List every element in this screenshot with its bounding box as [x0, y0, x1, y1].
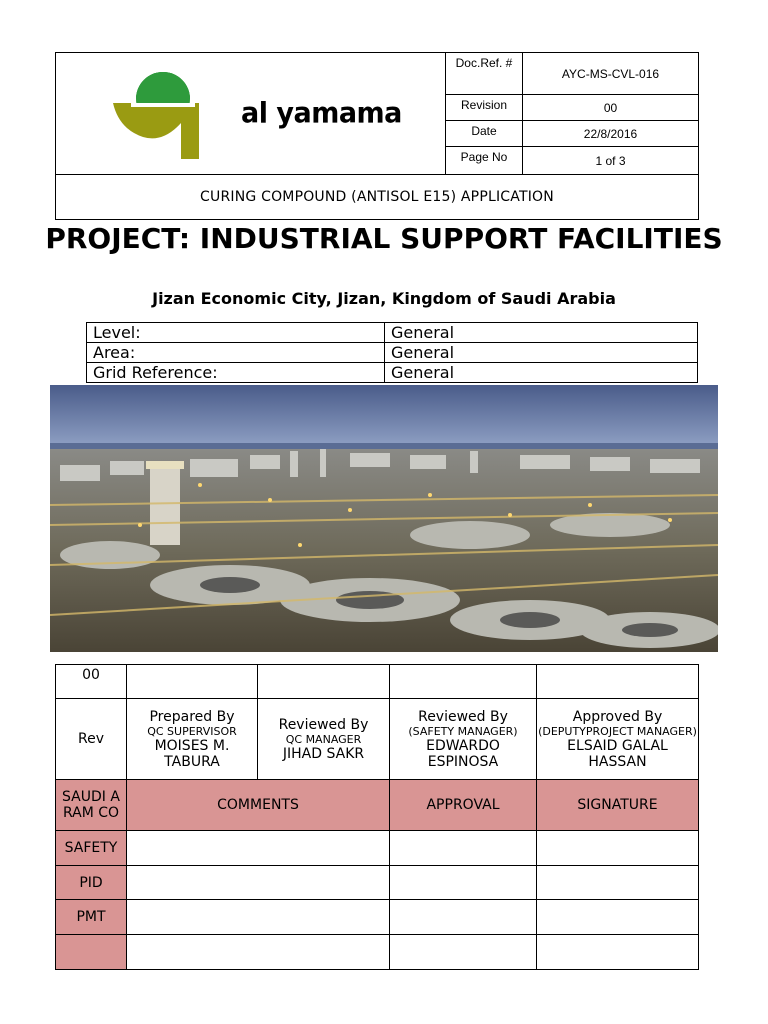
- approval-cell: [390, 900, 537, 935]
- rev-label: Rev: [56, 699, 127, 780]
- reviewed-by-safety-role: (SAFETY MANAGER): [408, 724, 518, 738]
- comments-cell: [127, 831, 390, 866]
- industrial-facility-photo: [50, 385, 718, 652]
- table-row: [87, 363, 698, 383]
- al-yamama-logo-icon: [113, 71, 217, 161]
- area-label: Area:: [87, 343, 385, 363]
- approval-table: [55, 664, 699, 970]
- approval-cell: [390, 866, 537, 900]
- rev-number: 00: [56, 665, 127, 699]
- table-row: [87, 343, 698, 363]
- approved-by-heading: Approved By: [572, 708, 663, 725]
- level-label: Level:: [87, 323, 385, 343]
- page-label: Page No: [446, 147, 523, 175]
- signature-cell: [537, 935, 699, 970]
- document-header: [55, 52, 699, 220]
- pmt-row-label: PMT: [56, 900, 127, 935]
- approval-header: APPROVAL: [390, 780, 537, 831]
- approved-by-role: (DEPUTYPROJECT MANAGER): [538, 724, 697, 738]
- approved-by-name: ELSAID GALAL HASSAN: [567, 737, 668, 770]
- reviewed-by-qc-role: QC MANAGER: [285, 732, 362, 746]
- prepared-by-name: MOISES M. TABURA: [154, 737, 230, 770]
- reviewed-by-qc-heading: Reviewed By: [278, 716, 369, 733]
- comments-cell: [127, 935, 390, 970]
- signature-cell: [537, 831, 699, 866]
- comments-header: COMMENTS: [127, 780, 390, 831]
- saudi-aramco-header: SAUDI ARAM CO: [56, 780, 127, 831]
- company-logo-text: al yamama: [241, 97, 402, 130]
- logo-cell: [56, 53, 446, 175]
- safety-row-label: SAFETY: [56, 831, 127, 866]
- project-location: Jizan Economic City, Jizan, Kingdom of Saudi Arabia: [152, 289, 616, 308]
- doc-ref-label: Doc.Ref. #: [446, 53, 523, 95]
- page-value: 1 of 3: [523, 147, 699, 175]
- approved-by-cell: [537, 699, 699, 780]
- reviewed-by-qc-cell: [258, 699, 390, 780]
- document-title: CURING COMPOUND (ANTISOL E15) APPLICATION: [56, 175, 699, 220]
- grid-reference-label: Grid Reference:: [87, 363, 385, 383]
- reviewed-by-safety-heading: Reviewed By: [418, 708, 508, 725]
- reviewed-by-safety-name: EDWARDO ESPINOSA: [426, 737, 500, 770]
- area-value: General: [385, 343, 698, 363]
- prepared-by-cell: [127, 699, 258, 780]
- grid-reference-value: General: [385, 363, 698, 383]
- blank-row-label: [56, 935, 127, 970]
- location-table: [86, 322, 698, 383]
- comments-cell: [127, 900, 390, 935]
- reviewed-by-safety-cell: [390, 699, 537, 780]
- prepared-by-heading: Prepared By: [149, 708, 235, 725]
- prepared-by-role: QC SUPERVISOR: [147, 724, 237, 738]
- comments-cell: [127, 866, 390, 900]
- date-label: Date: [446, 121, 523, 147]
- level-value: General: [385, 323, 698, 343]
- approval-cell: [390, 935, 537, 970]
- signature-cell: [537, 900, 699, 935]
- approval-cell: [390, 831, 537, 866]
- revision-value: 00: [523, 95, 699, 121]
- project-title: PROJECT: INDUSTRIAL SUPPORT FACILITIES: [45, 222, 723, 255]
- signature-cell: [537, 866, 699, 900]
- table-row: [87, 323, 698, 343]
- doc-ref-value: AYC-MS-CVL-016: [523, 53, 699, 95]
- pid-row-label: PID: [56, 866, 127, 900]
- reviewed-by-qc-name: JIHAD SAKR: [282, 745, 365, 762]
- revision-label: Revision: [446, 95, 523, 121]
- date-value: 22/8/2016: [523, 121, 699, 147]
- signature-header: SIGNATURE: [537, 780, 699, 831]
